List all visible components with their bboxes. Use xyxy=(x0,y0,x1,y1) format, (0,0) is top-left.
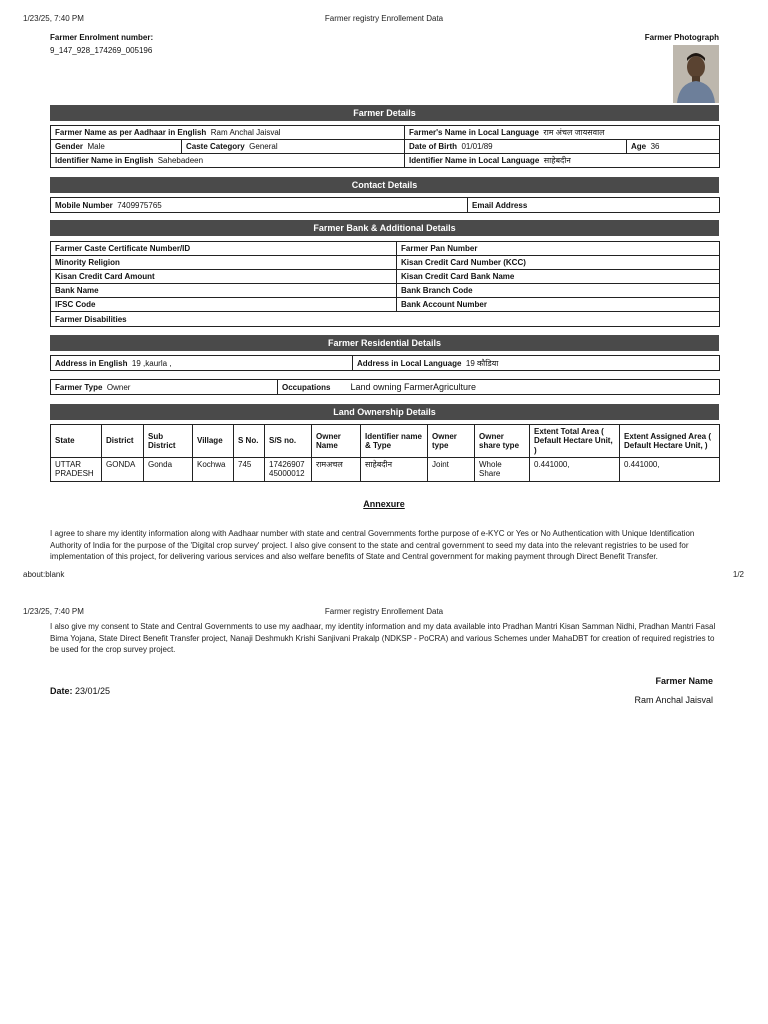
address-local-cell: Address in Local Language 19 कौडिया xyxy=(353,356,720,371)
kcc-cell: Kisan Credit Card Number (KCC) xyxy=(397,256,720,270)
gender-value: Male xyxy=(87,142,105,151)
identifier-en-value: Sahebadeen xyxy=(157,156,204,165)
dob-cell: Date of Birth 01/01/89 xyxy=(405,140,627,154)
print-title: Farmer registry Enrollement Data xyxy=(324,14,444,23)
signature-name-label: Farmer Name xyxy=(655,676,713,686)
age-value: 36 xyxy=(650,142,660,151)
footer-page-number: 1/2 xyxy=(732,570,744,579)
land-header-cell: District xyxy=(102,425,144,458)
occupations-cell: Occupations Land owning FarmerAgriculture xyxy=(278,380,720,395)
email-cell: Email Address xyxy=(468,198,720,213)
land-cell: GONDA xyxy=(102,458,144,482)
bank-details-header: Farmer Bank & Additional Details xyxy=(50,220,719,236)
land-header-cell: Owner type xyxy=(428,425,475,458)
farmer-type-value: Owner xyxy=(106,382,131,392)
mobile-value: 7409975765 xyxy=(117,200,162,210)
land-header-cell: State xyxy=(51,425,102,458)
name-en-cell: Farmer Name as per Aadhaar in English Ram Anchal Jaisval xyxy=(51,126,405,140)
annexure-title: Annexure xyxy=(363,499,405,509)
farmer-type-table xyxy=(50,379,720,395)
farmer-type-cell: Farmer Type Owner xyxy=(51,380,278,395)
land-ownership-header: Land Ownership Details xyxy=(50,404,719,420)
land-header-cell: Extent Assigned Area ( Default Hectare Unit, ) xyxy=(620,425,720,458)
land-cell: 745 xyxy=(234,458,265,482)
land-cell: Whole Share xyxy=(475,458,530,482)
print-title-page2: Farmer registry Enrollement Data xyxy=(324,607,444,616)
land-cell: रामअचल xyxy=(312,458,361,482)
name-local-value: राम अंचल जायसवाल xyxy=(543,128,605,137)
land-header-cell: Identifier name & Type xyxy=(361,425,428,458)
land-cell: 0.441000, xyxy=(620,458,720,482)
land-cell: 17426907 45000012 xyxy=(265,458,312,482)
dob-value: 01/01/89 xyxy=(461,142,493,151)
address-en-value: 19 ,kaurla , xyxy=(131,358,172,368)
ifsc-cell: IFSC Code xyxy=(51,298,397,312)
gender-cell: Gender Male xyxy=(51,140,182,154)
print-datetime: 1/23/25, 7:40 PM xyxy=(23,14,84,23)
land-header-cell: Owner share type xyxy=(475,425,530,458)
date-label: Date: xyxy=(50,686,73,696)
address-table xyxy=(50,355,720,371)
land-cell: 0.441000, xyxy=(530,458,620,482)
disabilities-cell: Farmer Disabilities xyxy=(51,312,720,327)
caste-value: General xyxy=(249,142,278,151)
identifier-en-cell: Identifier Name in English Sahebadeen xyxy=(51,154,405,168)
identifier-local-value: साहेबदीन xyxy=(543,156,571,165)
land-header-cell: Extent Total Area ( Default Hectare Unit, ) xyxy=(530,425,620,458)
residential-details-header: Farmer Residential Details xyxy=(50,335,719,351)
footer-url: about:blank xyxy=(23,570,65,579)
name-local-cell: Farmer's Name in Local Language राम अंचल जायसवाल xyxy=(405,126,720,140)
caste-cell: Caste Category General xyxy=(182,140,405,154)
farmer-photo xyxy=(673,45,719,103)
address-en-cell: Address in English 19 ,kaurla , xyxy=(51,356,353,371)
land-cell: Joint xyxy=(428,458,475,482)
annexure-paragraph-2: I also give my consent to State and Central Governments to use my aadhaar, my identity information and my data available into Pradhan Mantri Kisan Samman Nidhi, Pradhan Mantri Fasal Bima Yojana, State Direct Benefit Transfer project, Nanaji Deshmukh Krishi Sanjivani Prakalp (NDKSP - PoCRA) and various Schemes under MahaDBT for creation of required registries to be used for the crop survey project. xyxy=(50,622,716,655)
land-header-cell: S/S no. xyxy=(265,425,312,458)
land-cell: UTTAR PRADESH xyxy=(51,458,102,482)
date-value: 23/01/25 xyxy=(75,686,111,696)
bank-table xyxy=(50,241,720,327)
branch-cell: Bank Branch Code xyxy=(397,284,720,298)
land-cell: साहेबदीन xyxy=(361,458,428,482)
land-cell: Gonda xyxy=(144,458,193,482)
account-cell: Bank Account Number xyxy=(397,298,720,312)
land-header-row xyxy=(51,425,720,458)
signature-date xyxy=(50,686,110,696)
table-row xyxy=(51,458,720,482)
bank-name-cell: Bank Name xyxy=(51,284,397,298)
mobile-cell: Mobile Number 7409975765 xyxy=(51,198,468,213)
land-header-cell: S No. xyxy=(234,425,265,458)
occupations-value: Land owning FarmerAgriculture xyxy=(350,382,477,392)
land-header-cell: Village xyxy=(193,425,234,458)
land-header-cell: Owner Name xyxy=(312,425,361,458)
address-local-value: 19 कौडिया xyxy=(465,358,499,368)
enrolment-number: 9_147_928_174269_005196 xyxy=(50,46,153,55)
photo-label: Farmer Photograph xyxy=(644,33,719,42)
enrolment-label: Farmer Enrolment number: xyxy=(50,33,154,42)
kcc-bank-cell: Kisan Credit Card Bank Name xyxy=(397,270,720,284)
land-cell: Kochwa xyxy=(193,458,234,482)
contact-details-header: Contact Details xyxy=(50,177,719,193)
contact-table xyxy=(50,197,720,213)
age-cell: Age 36 xyxy=(627,140,720,154)
land-header-cell: Sub District xyxy=(144,425,193,458)
pan-cell: Farmer Pan Number xyxy=(397,242,720,256)
kcc-amount-cell: Kisan Credit Card Amount xyxy=(51,270,397,284)
farmer-details-header: Farmer Details xyxy=(50,105,719,121)
land-ownership-table xyxy=(50,424,720,482)
identifier-local-cell: Identifier Name in Local Language साहेबदीन xyxy=(405,154,720,168)
farmer-details-table xyxy=(50,125,720,168)
caste-cert-cell: Farmer Caste Certificate Number/ID xyxy=(51,242,397,256)
print-datetime-page2: 1/23/25, 7:40 PM xyxy=(23,607,84,616)
signature-name: Ram Anchal Jaisval xyxy=(634,695,713,705)
minority-cell: Minority Religion xyxy=(51,256,397,270)
annexure-paragraph-1: I agree to share my identity information along with Aadhaar number with state and central Governments forthe purpose of e-KYC or Yes or No Authentication with Unique Identification Authority of India for the purpose of the 'Digital crop survey' project. I also give consent to the state and central government to seed my data into the relevant registries to be used for implementation of this project, for delivering various services and also welfare benefits of State and Central government for making payment through Direct Benefit Transfer. xyxy=(50,529,695,562)
name-en-value: Ram Anchal Jaisval xyxy=(210,128,281,137)
